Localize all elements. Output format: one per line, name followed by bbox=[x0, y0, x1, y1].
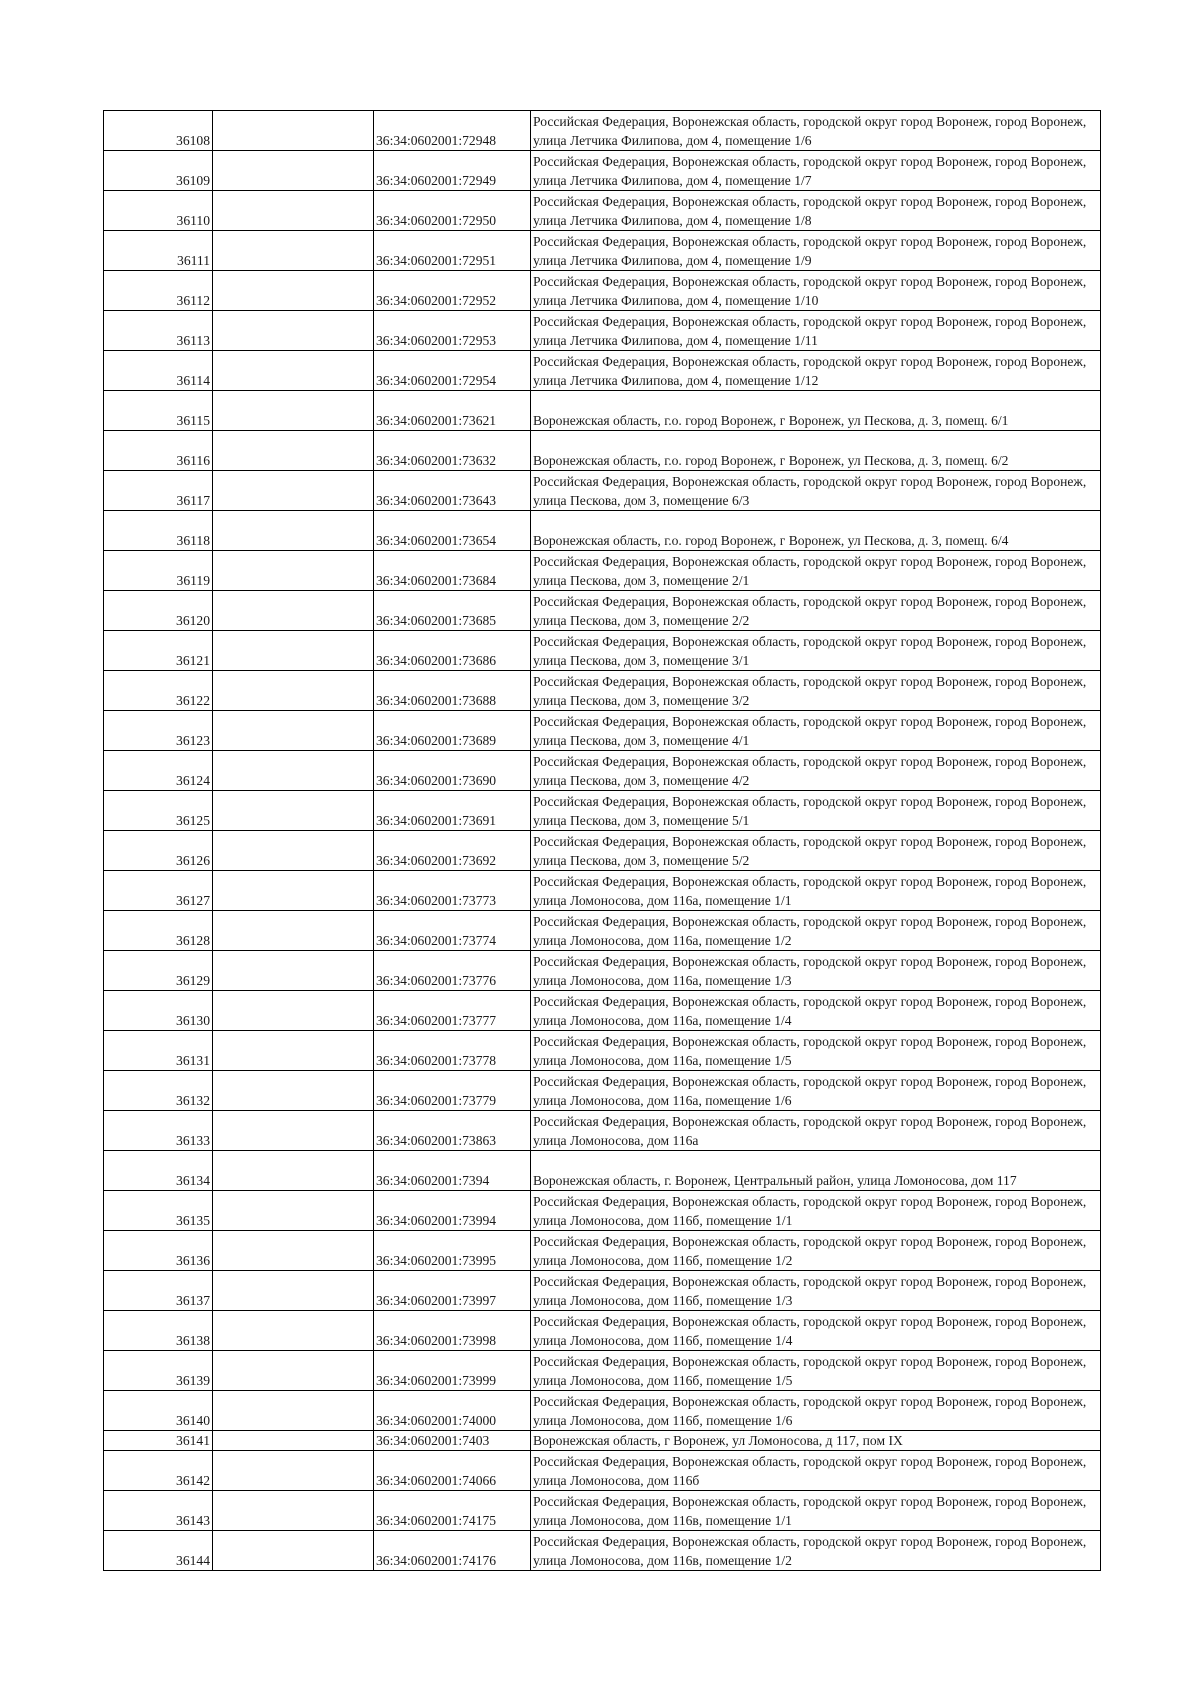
empty-cell bbox=[213, 1491, 374, 1531]
empty-cell bbox=[213, 1111, 374, 1151]
table-row bbox=[104, 311, 1101, 351]
cadastral-number-cell: 36:34:0602001:73779 bbox=[374, 1071, 531, 1111]
table-row bbox=[104, 231, 1101, 271]
empty-cell bbox=[213, 391, 374, 431]
table-row bbox=[104, 511, 1101, 551]
empty-cell bbox=[213, 951, 374, 991]
table-row bbox=[104, 1451, 1101, 1491]
cadastral-number-cell: 36:34:0602001:73689 bbox=[374, 711, 531, 751]
cadastral-number-cell: 36:34:0602001:73994 bbox=[374, 1191, 531, 1231]
address-cell: Российская Федерация, Воронежская область, городской округ город Воронеж, город Воронеж, улица Ломоносова, дом 116а, помещение 1/1 bbox=[531, 871, 1101, 911]
address-cell: Российская Федерация, Воронежская область, городской округ город Воронеж, город Воронеж, улица Летчика Филипова, дом 4, помещение 1/7 bbox=[531, 151, 1101, 191]
cadastral-number-cell: 36:34:0602001:72949 bbox=[374, 151, 531, 191]
empty-cell bbox=[213, 751, 374, 791]
cadastral-number-cell: 36:34:0602001:74066 bbox=[374, 1451, 531, 1491]
empty-cell bbox=[213, 591, 374, 631]
address-cell: Российская Федерация, Воронежская область, городской округ город Воронеж, город Воронеж, улица Ломоносова, дом 116в, помещение 1/2 bbox=[531, 1531, 1101, 1571]
empty-cell bbox=[213, 791, 374, 831]
address-cell: Российская Федерация, Воронежская область, городской округ город Воронеж, город Воронеж, улица Ломоносова, дом 116а, помещение 1/2 bbox=[531, 911, 1101, 951]
cadastral-number-cell: 36:34:0602001:73998 bbox=[374, 1311, 531, 1351]
row-number-cell: 36121 bbox=[104, 631, 213, 671]
empty-cell bbox=[213, 671, 374, 711]
row-number-cell: 36124 bbox=[104, 751, 213, 791]
empty-cell bbox=[213, 1151, 374, 1191]
table-row bbox=[104, 1391, 1101, 1431]
address-cell: Российская Федерация, Воронежская область, городской округ город Воронеж, город Воронеж, улица Ломоносова, дом 116а, помещение 1/6 bbox=[531, 1071, 1101, 1111]
cadastral-number-cell: 36:34:0602001:73778 bbox=[374, 1031, 531, 1071]
table-row bbox=[104, 111, 1101, 151]
row-number-cell: 36137 bbox=[104, 1271, 213, 1311]
address-cell: Российская Федерация, Воронежская область, городской округ город Воронеж, город Воронеж, улица Пескова, дом 3, помещение 4/1 bbox=[531, 711, 1101, 751]
table-row bbox=[104, 1431, 1101, 1451]
empty-cell bbox=[213, 831, 374, 871]
row-number-cell: 36127 bbox=[104, 871, 213, 911]
row-number-cell: 36125 bbox=[104, 791, 213, 831]
address-cell: Российская Федерация, Воронежская область, городской округ город Воронеж, город Воронеж, улица Пескова, дом 3, помещение 5/1 bbox=[531, 791, 1101, 831]
row-number-cell: 36111 bbox=[104, 231, 213, 271]
address-cell: Российская Федерация, Воронежская область, городской округ город Воронеж, город Воронеж, улица Пескова, дом 3, помещение 3/2 bbox=[531, 671, 1101, 711]
empty-cell bbox=[213, 471, 374, 511]
address-cell: Воронежская область, г.о. город Воронеж, г Воронеж, ул Пескова, д. 3, помещ. 6/1 bbox=[531, 391, 1101, 431]
address-cell: Российская Федерация, Воронежская область, городской округ город Воронеж, город Воронеж, улица Ломоносова, дом 116б, помещение 1/2 bbox=[531, 1231, 1101, 1271]
cadastral-number-cell: 36:34:0602001:74000 bbox=[374, 1391, 531, 1431]
empty-cell bbox=[213, 351, 374, 391]
table-row bbox=[104, 431, 1101, 471]
table-body bbox=[104, 111, 1101, 1571]
empty-cell bbox=[213, 631, 374, 671]
cadastral-number-cell: 36:34:0602001:72954 bbox=[374, 351, 531, 391]
empty-cell bbox=[213, 1531, 374, 1571]
row-number-cell: 36110 bbox=[104, 191, 213, 231]
row-number-cell: 36132 bbox=[104, 1071, 213, 1111]
address-cell: Российская Федерация, Воронежская область, городской округ город Воронеж, город Воронеж, улица Пескова, дом 3, помещение 4/2 bbox=[531, 751, 1101, 791]
table-row bbox=[104, 151, 1101, 191]
empty-cell bbox=[213, 1191, 374, 1231]
table-row bbox=[104, 551, 1101, 591]
row-number-cell: 36138 bbox=[104, 1311, 213, 1351]
cadastral-number-cell: 36:34:0602001:73774 bbox=[374, 911, 531, 951]
table-row bbox=[104, 191, 1101, 231]
row-number-cell: 36136 bbox=[104, 1231, 213, 1271]
table-row bbox=[104, 751, 1101, 791]
table-row bbox=[104, 351, 1101, 391]
row-number-cell: 36113 bbox=[104, 311, 213, 351]
cadastral-number-cell: 36:34:0602001:73685 bbox=[374, 591, 531, 631]
table-row bbox=[104, 991, 1101, 1031]
address-cell: Воронежская область, г. Воронеж, Центральный район, улица Ломоносова, дом 117 bbox=[531, 1151, 1101, 1191]
cadastral-number-cell: 36:34:0602001:72950 bbox=[374, 191, 531, 231]
row-number-cell: 36122 bbox=[104, 671, 213, 711]
address-cell: Российская Федерация, Воронежская область, городской округ город Воронеж, город Воронеж, улица Ломоносова, дом 116а, помещение 1/3 bbox=[531, 951, 1101, 991]
empty-cell bbox=[213, 1231, 374, 1271]
cadastral-number-cell: 36:34:0602001:73692 bbox=[374, 831, 531, 871]
empty-cell bbox=[213, 871, 374, 911]
cadastral-number-cell: 36:34:0602001:73686 bbox=[374, 631, 531, 671]
row-number-cell: 36130 bbox=[104, 991, 213, 1031]
row-number-cell: 36143 bbox=[104, 1491, 213, 1531]
row-number-cell: 36108 bbox=[104, 111, 213, 151]
row-number-cell: 36117 bbox=[104, 471, 213, 511]
address-cell: Воронежская область, г.о. город Воронеж, г Воронеж, ул Пескова, д. 3, помещ. 6/2 bbox=[531, 431, 1101, 471]
empty-cell bbox=[213, 311, 374, 351]
empty-cell bbox=[213, 991, 374, 1031]
table-row bbox=[104, 1531, 1101, 1571]
address-cell: Российская Федерация, Воронежская область, городской округ город Воронеж, город Воронеж, улица Ломоносова, дом 116в, помещение 1/1 bbox=[531, 1491, 1101, 1531]
cadastral-number-cell: 36:34:0602001:73773 bbox=[374, 871, 531, 911]
table-row bbox=[104, 831, 1101, 871]
empty-cell bbox=[213, 511, 374, 551]
empty-cell bbox=[213, 431, 374, 471]
address-cell: Российская Федерация, Воронежская область, городской округ город Воронеж, город Воронеж, улица Летчика Филипова, дом 4, помещение 1/11 bbox=[531, 311, 1101, 351]
cadastral-number-cell: 36:34:0602001:73688 bbox=[374, 671, 531, 711]
address-cell: Российская Федерация, Воронежская область, городской округ город Воронеж, город Воронеж, улица Ломоносова, дом 116б, помещение 1/6 bbox=[531, 1391, 1101, 1431]
empty-cell bbox=[213, 1271, 374, 1311]
address-cell: Воронежская область, г.о. город Воронеж, г Воронеж, ул Пескова, д. 3, помещ. 6/4 bbox=[531, 511, 1101, 551]
row-number-cell: 36123 bbox=[104, 711, 213, 751]
empty-cell bbox=[213, 191, 374, 231]
table-row bbox=[104, 1191, 1101, 1231]
row-number-cell: 36134 bbox=[104, 1151, 213, 1191]
address-cell: Российская Федерация, Воронежская область, городской округ город Воронеж, город Воронеж, улица Пескова, дом 3, помещение 3/1 bbox=[531, 631, 1101, 671]
empty-cell bbox=[213, 1311, 374, 1351]
cadastral-number-cell: 36:34:0602001:73776 bbox=[374, 951, 531, 991]
address-cell: Российская Федерация, Воронежская область, городской округ город Воронеж, город Воронеж, улица Ломоносова, дом 116б, помещение 1/4 bbox=[531, 1311, 1101, 1351]
cadastral-number-cell: 36:34:0602001:73999 bbox=[374, 1351, 531, 1391]
cadastral-number-cell: 36:34:0602001:73654 bbox=[374, 511, 531, 551]
empty-cell bbox=[213, 1391, 374, 1431]
cadastral-number-cell: 36:34:0602001:73863 bbox=[374, 1111, 531, 1151]
empty-cell bbox=[213, 711, 374, 751]
cadastral-number-cell: 36:34:0602001:73632 bbox=[374, 431, 531, 471]
row-number-cell: 36129 bbox=[104, 951, 213, 991]
row-number-cell: 36128 bbox=[104, 911, 213, 951]
row-number-cell: 36119 bbox=[104, 551, 213, 591]
row-number-cell: 36120 bbox=[104, 591, 213, 631]
row-number-cell: 36114 bbox=[104, 351, 213, 391]
row-number-cell: 36139 bbox=[104, 1351, 213, 1391]
address-cell: Российская Федерация, Воронежская область, городской округ город Воронеж, город Воронеж, улица Ломоносова, дом 116б, помещение 1/5 bbox=[531, 1351, 1101, 1391]
address-cell: Российская Федерация, Воронежская область, городской округ город Воронеж, город Воронеж, улица Ломоносова, дом 116а bbox=[531, 1111, 1101, 1151]
empty-cell bbox=[213, 111, 374, 151]
cadastral-number-cell: 36:34:0602001:74175 bbox=[374, 1491, 531, 1531]
table-row bbox=[104, 951, 1101, 991]
row-number-cell: 36115 bbox=[104, 391, 213, 431]
row-number-cell: 36140 bbox=[104, 1391, 213, 1431]
table-row bbox=[104, 671, 1101, 711]
empty-cell bbox=[213, 1451, 374, 1491]
address-cell: Российская Федерация, Воронежская область, городской округ город Воронеж, город Воронеж, улица Летчика Филипова, дом 4, помещение 1/10 bbox=[531, 271, 1101, 311]
address-cell: Российская Федерация, Воронежская область, городской округ город Воронеж, город Воронеж, улица Пескова, дом 3, помещение 2/1 bbox=[531, 551, 1101, 591]
empty-cell bbox=[213, 271, 374, 311]
row-number-cell: 36133 bbox=[104, 1111, 213, 1151]
row-number-cell: 36144 bbox=[104, 1531, 213, 1571]
empty-cell bbox=[213, 551, 374, 591]
table-row bbox=[104, 1351, 1101, 1391]
table-row bbox=[104, 1071, 1101, 1111]
address-cell: Российская Федерация, Воронежская область, городской округ город Воронеж, город Воронеж, улица Летчика Филипова, дом 4, помещение 1/6 bbox=[531, 111, 1101, 151]
table-row bbox=[104, 591, 1101, 631]
cadastral-number-cell: 36:34:0602001:73691 bbox=[374, 791, 531, 831]
address-cell: Российская Федерация, Воронежская область, городской округ город Воронеж, город Воронеж, улица Ломоносова, дом 116б bbox=[531, 1451, 1101, 1491]
cadastral-number-cell: 36:34:0602001:7394 bbox=[374, 1151, 531, 1191]
cadastral-table bbox=[103, 110, 1101, 1571]
cadastral-number-cell: 36:34:0602001:72953 bbox=[374, 311, 531, 351]
cadastral-number-cell: 36:34:0602001:74176 bbox=[374, 1531, 531, 1571]
address-cell: Российская Федерация, Воронежская область, городской округ город Воронеж, город Воронеж, улица Ломоносова, дом 116а, помещение 1/4 bbox=[531, 991, 1101, 1031]
table-row bbox=[104, 631, 1101, 671]
empty-cell bbox=[213, 1431, 374, 1451]
table-row bbox=[104, 911, 1101, 951]
row-number-cell: 36116 bbox=[104, 431, 213, 471]
row-number-cell: 36142 bbox=[104, 1451, 213, 1491]
empty-cell bbox=[213, 231, 374, 271]
empty-cell bbox=[213, 1031, 374, 1071]
empty-cell bbox=[213, 1351, 374, 1391]
table-row bbox=[104, 1271, 1101, 1311]
table-row bbox=[104, 1031, 1101, 1071]
row-number-cell: 36141 bbox=[104, 1431, 213, 1451]
address-cell: Воронежская область, г Воронеж, ул Ломоносова, д 117, пом IX bbox=[531, 1431, 1101, 1451]
address-cell: Российская Федерация, Воронежская область, городской округ город Воронеж, город Воронеж, улица Пескова, дом 3, помещение 5/2 bbox=[531, 831, 1101, 871]
table-row bbox=[104, 1491, 1101, 1531]
empty-cell bbox=[213, 911, 374, 951]
row-number-cell: 36131 bbox=[104, 1031, 213, 1071]
address-cell: Российская Федерация, Воронежская область, городской округ город Воронеж, город Воронеж, улица Летчика Филипова, дом 4, помещение 1/8 bbox=[531, 191, 1101, 231]
cadastral-number-cell: 36:34:0602001:73997 bbox=[374, 1271, 531, 1311]
table-row bbox=[104, 271, 1101, 311]
empty-cell bbox=[213, 151, 374, 191]
table-row bbox=[104, 1111, 1101, 1151]
address-cell: Российская Федерация, Воронежская область, городской округ город Воронеж, город Воронеж, улица Летчика Филипова, дом 4, помещение 1/9 bbox=[531, 231, 1101, 271]
table-row bbox=[104, 471, 1101, 511]
address-cell: Российская Федерация, Воронежская область, городской округ город Воронеж, город Воронеж, улица Ломоносова, дом 116б, помещение 1/3 bbox=[531, 1271, 1101, 1311]
cadastral-number-cell: 36:34:0602001:72948 bbox=[374, 111, 531, 151]
cadastral-number-cell: 36:34:0602001:73777 bbox=[374, 991, 531, 1031]
row-number-cell: 36126 bbox=[104, 831, 213, 871]
table-row bbox=[104, 711, 1101, 751]
row-number-cell: 36135 bbox=[104, 1191, 213, 1231]
cadastral-number-cell: 36:34:0602001:73684 bbox=[374, 551, 531, 591]
cadastral-number-cell: 36:34:0602001:7403 bbox=[374, 1431, 531, 1451]
empty-cell bbox=[213, 1071, 374, 1111]
table-row bbox=[104, 871, 1101, 911]
address-cell: Российская Федерация, Воронежская область, городской округ город Воронеж, город Воронеж, улица Ломоносова, дом 116а, помещение 1/5 bbox=[531, 1031, 1101, 1071]
address-cell: Российская Федерация, Воронежская область, городской округ город Воронеж, город Воронеж, улица Ломоносова, дом 116б, помещение 1/1 bbox=[531, 1191, 1101, 1231]
table-row bbox=[104, 1151, 1101, 1191]
cadastral-number-cell: 36:34:0602001:73995 bbox=[374, 1231, 531, 1271]
table-row bbox=[104, 791, 1101, 831]
row-number-cell: 36109 bbox=[104, 151, 213, 191]
cadastral-number-cell: 36:34:0602001:72951 bbox=[374, 231, 531, 271]
cadastral-number-cell: 36:34:0602001:73621 bbox=[374, 391, 531, 431]
cadastral-number-cell: 36:34:0602001:73643 bbox=[374, 471, 531, 511]
address-cell: Российская Федерация, Воронежская область, городской округ город Воронеж, город Воронеж, улица Пескова, дом 3, помещение 2/2 bbox=[531, 591, 1101, 631]
row-number-cell: 36112 bbox=[104, 271, 213, 311]
row-number-cell: 36118 bbox=[104, 511, 213, 551]
cadastral-number-cell: 36:34:0602001:72952 bbox=[374, 271, 531, 311]
table-row bbox=[104, 391, 1101, 431]
table-row bbox=[104, 1311, 1101, 1351]
table-row bbox=[104, 1231, 1101, 1271]
cadastral-number-cell: 36:34:0602001:73690 bbox=[374, 751, 531, 791]
address-cell: Российская Федерация, Воронежская область, городской округ город Воронеж, город Воронеж, улица Летчика Филипова, дом 4, помещение 1/12 bbox=[531, 351, 1101, 391]
address-cell: Российская Федерация, Воронежская область, городской округ город Воронеж, город Воронеж, улица Пескова, дом 3, помещение 6/3 bbox=[531, 471, 1101, 511]
